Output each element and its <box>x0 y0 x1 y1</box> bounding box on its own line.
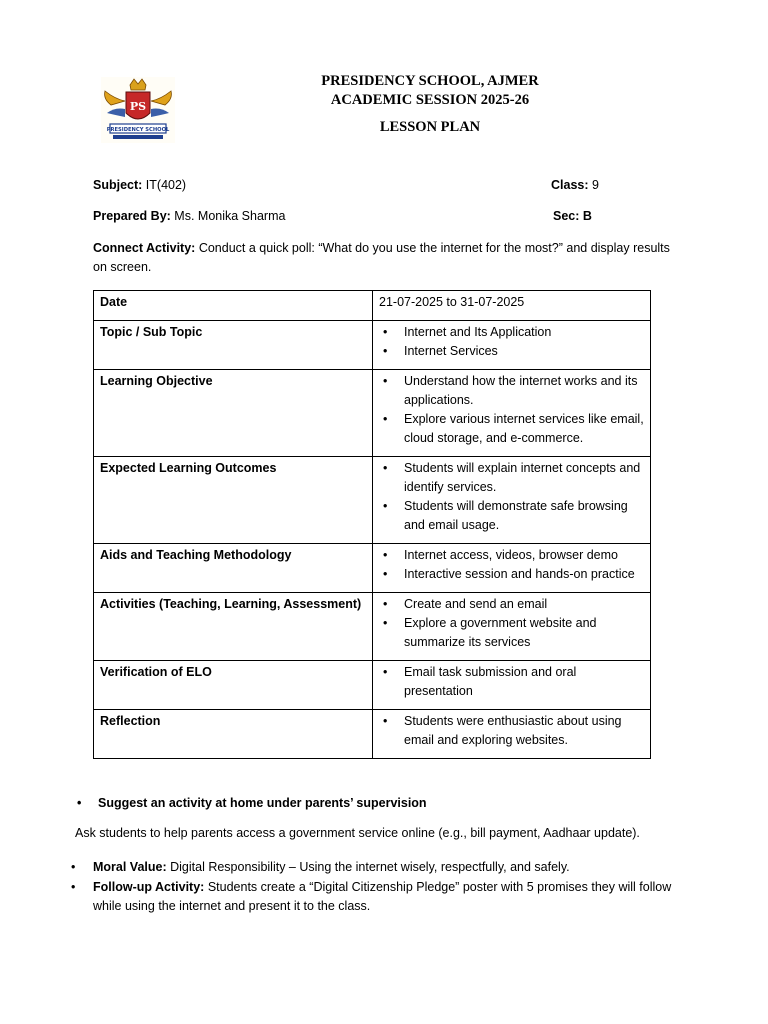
row-label: Date <box>94 291 373 321</box>
row-content: 21-07-2025 to 31-07-2025 <box>373 291 651 321</box>
table-row <box>94 593 651 661</box>
section-line <box>553 209 592 223</box>
connect-activity-text: Conduct a quick poll: “What do you use the internet for the most?” and display results on screen. <box>93 241 670 274</box>
class-line <box>551 178 599 192</box>
list-item: • Email task submission and oral presentation <box>379 663 644 701</box>
row-label: Verification of ELO <box>94 661 373 710</box>
subject-line <box>93 178 186 192</box>
row-content <box>373 544 651 593</box>
school-name: PRESIDENCY SCHOOL, AJMER <box>321 73 539 89</box>
class-value: 9 <box>592 178 599 192</box>
section-label: Sec: <box>553 209 580 223</box>
home-activity-heading <box>77 796 698 810</box>
prepared-by-label: Prepared By: <box>93 209 171 223</box>
list-item: • Understand how the internet works and its applications. <box>379 372 644 410</box>
bullet-icon: • <box>71 880 76 894</box>
row-content <box>373 457 651 544</box>
connect-activity <box>93 239 673 277</box>
list-item: • Students will demonstrate safe browsing and email usage. <box>379 497 644 535</box>
row-content <box>373 370 651 457</box>
connect-activity-label: Connect Activity: <box>93 241 196 255</box>
list-item: • Interactive session and hands-on practice <box>379 565 644 584</box>
subject-label: Subject: <box>93 178 143 192</box>
row-label: Expected Learning Outcomes <box>94 457 373 544</box>
list-item: • Internet access, videos, browser demo <box>379 546 644 565</box>
list-item: • Internet Services <box>379 342 644 361</box>
table-row <box>94 370 651 457</box>
academic-session: ACADEMIC SESSION 2025-26 <box>330 92 530 108</box>
row-label: Topic / Sub Topic <box>94 321 373 370</box>
row-content <box>373 710 651 759</box>
row-label: Learning Objective <box>94 370 373 457</box>
lesson-plan-table <box>93 290 651 759</box>
class-label: Class: <box>551 178 589 192</box>
svg-text:PRESIDENCY SCHOOL: PRESIDENCY SCHOOL <box>106 127 170 133</box>
list-item: • Students were enthusiastic about using email and exploring websites. <box>379 712 644 750</box>
bullet-icon: • <box>77 796 82 810</box>
bullet-icon: • <box>71 860 76 874</box>
row-content <box>373 593 651 661</box>
table-row <box>94 321 651 370</box>
row-label: Activities (Teaching, Learning, Assessment) <box>94 593 373 661</box>
row-content <box>373 661 651 710</box>
list-item: • Explore various internet services like email, cloud storage, and e-commerce. <box>379 410 644 448</box>
list-item: • Explore a government website and summarize its services <box>379 614 644 652</box>
subject-value: IT(402) <box>145 178 187 192</box>
school-logo <box>101 77 175 143</box>
list-item: • Internet and Its Application <box>379 323 644 342</box>
table-row <box>94 291 651 321</box>
row-label: Reflection <box>94 710 373 759</box>
table-row <box>94 457 651 544</box>
svg-text:PS: PS <box>129 100 147 113</box>
follow-up-label: Follow-up Activity: <box>93 880 205 894</box>
table-row <box>94 710 651 759</box>
prepared-by-value: Ms. Monika Sharma <box>174 209 286 223</box>
moral-value <box>71 858 693 877</box>
follow-up-activity <box>71 878 683 916</box>
table-row <box>94 661 651 710</box>
list-item: • Create and send an email <box>379 595 644 614</box>
document-title: LESSON PLAN <box>379 119 481 135</box>
row-label: Aids and Teaching Methodology <box>94 544 373 593</box>
table-row <box>94 544 651 593</box>
row-content <box>373 321 651 370</box>
prepared-by-line <box>93 209 285 223</box>
moral-value-label: Moral Value: <box>93 860 167 874</box>
section-value: B <box>582 209 592 223</box>
list-item: • Students will explain internet concepts and identify services. <box>379 459 644 497</box>
moral-value-text: Digital Responsibility – Using the internet wisely, respectfully, and safely. <box>170 860 570 874</box>
follow-up-text: Students create a “Digital Citizenship Pledge” poster with 5 promises they will follow while using the internet and present it to the class. <box>93 880 672 913</box>
home-activity-heading-text: Suggest an activity at home under parents’ supervision <box>98 796 427 810</box>
home-activity-text: Ask students to help parents access a government service online (e.g., bill payment, Aadhaar update). <box>75 826 640 840</box>
